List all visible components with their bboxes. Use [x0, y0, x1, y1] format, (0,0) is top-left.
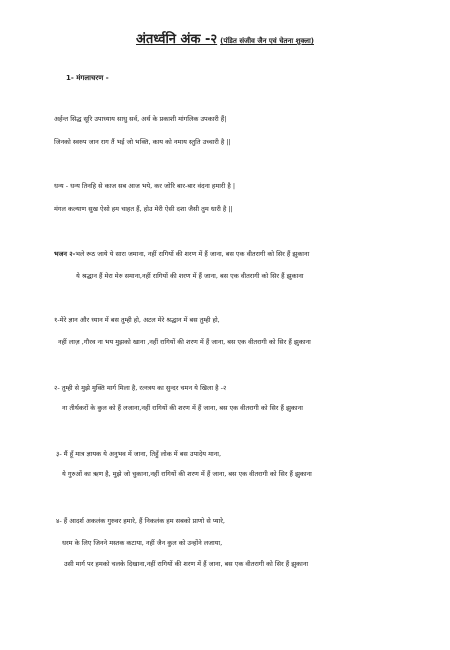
bhajan-first-line	[54, 251, 309, 258]
mangalacharan-line: मंगल कल्याण सुख ऐसो हम चाहत हैं, होउ मेरी ऐसी दशा जैसी तुम धारी है ||	[54, 205, 233, 213]
title-authors: (पंडित संजीव जैन एवं चेतना शुक्ला)	[220, 37, 315, 45]
bhajan-line: ये श्रद्धान हैं मेरा मेरु समाना,नहीं रागियों की शरण में हैं जाना, बस एक वीतरागी को सिर हैं झुकाना	[76, 272, 304, 280]
verse-line: १-मेरे ज्ञान और ध्यान में बस तुम्ही हो, अटल मेरे श्रद्धान में बस तुम्ही हो,	[54, 316, 220, 324]
section-heading: 1- मंगलाचरण -	[66, 74, 109, 82]
mangalacharan-line: अर्हन्त सिद्ध सूरि उपाध्याय साधु सर्व, अर्थ के प्रकाशी मांगलिक उपकारी हैं|	[54, 115, 227, 123]
verse-line: ना तीर्थकरों के कुल को हैं लजाना,नहीं रागियों की शरण में हैं जाना, बस एक वीतरागी को सिर हैं झुकाना	[62, 404, 303, 412]
mangalacharan-line: जिनको स्वरुप जान राग तैं भई जो भक्ति, काय को नमाय स्तुति उच्चारी है ||	[54, 138, 231, 146]
verse-line: ४- हैं आदर्श अकलंक गुरुवर हमारे, हैं निकलंक हम सबको प्राणो से प्यारे,	[56, 517, 225, 525]
verse-line: उसी मार्ग पर हमको चलके दिखाना,नहीं रागियों की शरण में हैं जाना, बस एक वीतरागी को सिर हैं झुकाना	[64, 560, 309, 568]
verse-line: ३- मैं हूँ मात्र ज्ञायक ये अनुभव में जाना, तिहुँ लोक में बस उपादेय माना,	[56, 450, 222, 458]
verse-line: ये गुरुओं का ऋण है, मुझे जो चुकाना,नहीं रागियों की शरण में हैं जाना, बस एक वीतरागी को सिर हैं झुकाना	[62, 470, 312, 478]
document-title	[0, 28, 450, 47]
verse-line: धरम के लिए जिनने मस्तक कटाया, नहीं जैन कुल को उन्होंने लजाया,	[62, 539, 223, 547]
verse-line: २- तुम्ही से मुझे मुक्ति मार्ग मिला है, रत्नत्रय का सुन्दर चमन ये खिला है -२	[54, 384, 227, 392]
verse-line: नहीं लाज़ ,गौरव ना भय मुझको खाना ,नहीं रागियों की शरण में हैं जाना, बस एक वीतरागी को सिर हैं झुकाना	[58, 338, 311, 346]
bhajan-line-text: भले रूठ जाये ये सारा जमाना, नहीं रागियों की शरण में हैं जाना, बस एक वीतरागी को सिर हैं झुकाना	[75, 250, 310, 258]
mangalacharan-line: धन्य - धन्य तिनहि से काज सब आज भये, कर जोरि बार-बार वंदना हमारी है |	[54, 182, 236, 190]
bhajan-label: भजन २-	[54, 250, 76, 258]
title-main: अंतर्ध्वनि अंक -२	[135, 32, 218, 47]
